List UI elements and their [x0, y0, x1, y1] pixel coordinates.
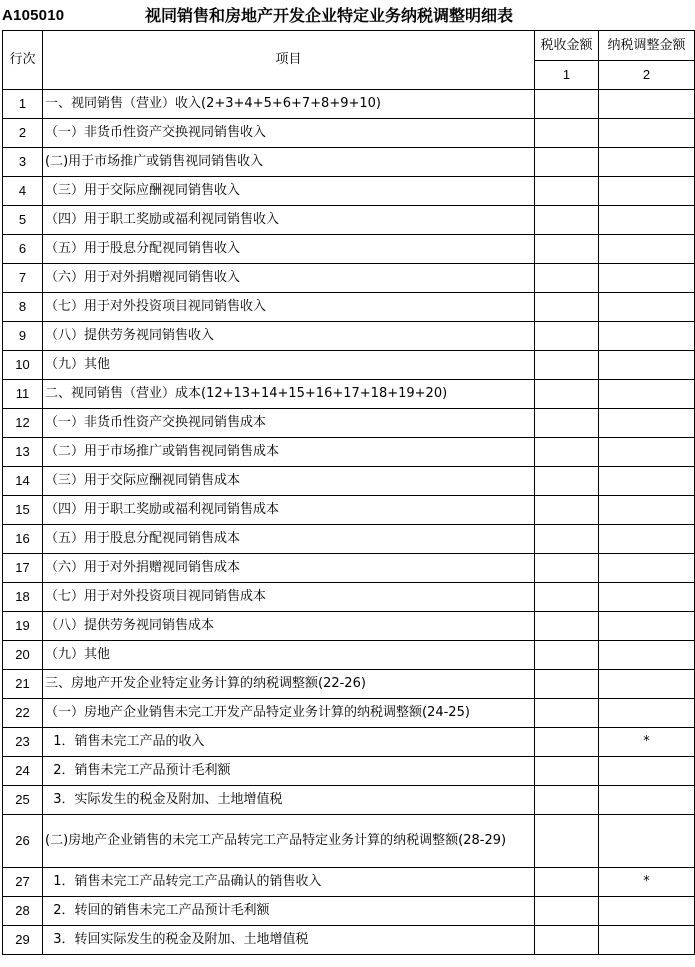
adjust-amount-cell[interactable] [599, 897, 695, 926]
row-line-number: 21 [3, 670, 43, 699]
tax-amount-cell[interactable] [535, 351, 599, 380]
table-row [3, 467, 695, 496]
tax-amount-cell[interactable] [535, 641, 599, 670]
table-row [3, 926, 695, 955]
row-item-label: (二)房地产企业销售的未完工产品转完工产品特定业务计算的纳税调整额(28-29) [43, 815, 535, 868]
row-item-label: （三）用于交际应酬视同销售收入 [43, 177, 535, 206]
tax-amount-cell[interactable] [535, 235, 599, 264]
header-item: 项目 [43, 31, 535, 90]
adjust-amount-cell[interactable] [599, 438, 695, 467]
row-item-label: 2．转回的销售未完工产品预计毛利额 [43, 897, 535, 926]
form-title: 视同销售和房地产开发企业特定业务纳税调整明细表 [145, 6, 514, 25]
adjust-amount-cell[interactable] [599, 699, 695, 728]
tax-amount-cell[interactable] [535, 467, 599, 496]
row-line-number: 12 [3, 409, 43, 438]
form-header [0, 0, 695, 30]
header-adjust-amount: 纳税调整金额 [599, 31, 695, 61]
adjust-amount-cell[interactable] [599, 926, 695, 955]
row-item-label: （四）用于职工奖励或福利视同销售成本 [43, 496, 535, 525]
row-line-number: 20 [3, 641, 43, 670]
row-item-label: 二、视同销售（营业）成本(12+13+14+15+16+17+18+19+20) [43, 380, 535, 409]
table-row [3, 351, 695, 380]
adjust-amount-cell[interactable] [599, 206, 695, 235]
header-col-1-number: 1 [535, 61, 599, 90]
table-row [3, 815, 695, 868]
table-row [3, 583, 695, 612]
adjust-amount-cell[interactable]: * [599, 728, 695, 757]
row-item-label: 1．销售未完工产品转完工产品确认的销售收入 [43, 868, 535, 897]
row-line-number: 18 [3, 583, 43, 612]
row-line-number: 7 [3, 264, 43, 293]
tax-amount-cell[interactable] [535, 322, 599, 351]
adjust-amount-cell[interactable] [599, 612, 695, 641]
row-item-label: （五）用于股息分配视同销售收入 [43, 235, 535, 264]
adjust-amount-cell[interactable]: * [599, 868, 695, 897]
row-line-number: 13 [3, 438, 43, 467]
row-item-label: （九）其他 [43, 351, 535, 380]
row-item-label: （一）房地产企业销售未完工开发产品特定业务计算的纳税调整额(24-25) [43, 699, 535, 728]
tax-amount-cell[interactable] [535, 380, 599, 409]
tax-amount-cell[interactable] [535, 815, 599, 868]
row-item-label: （一）非货币性资产交换视同销售收入 [43, 119, 535, 148]
table-row [3, 868, 695, 897]
header-col-2-number: 2 [599, 61, 695, 90]
adjust-amount-cell[interactable] [599, 554, 695, 583]
adjust-amount-cell[interactable] [599, 467, 695, 496]
row-line-number: 14 [3, 467, 43, 496]
tax-amount-cell[interactable] [535, 699, 599, 728]
row-line-number: 25 [3, 786, 43, 815]
tax-amount-cell[interactable] [535, 264, 599, 293]
table-row [3, 264, 695, 293]
row-line-number: 17 [3, 554, 43, 583]
tax-amount-cell[interactable] [535, 409, 599, 438]
row-item-label: （八）提供劳务视同销售收入 [43, 322, 535, 351]
row-line-number: 23 [3, 728, 43, 757]
adjust-amount-cell[interactable] [599, 119, 695, 148]
table-row [3, 612, 695, 641]
adjustment-table [2, 30, 695, 955]
row-line-number: 22 [3, 699, 43, 728]
tax-amount-cell[interactable] [535, 438, 599, 467]
table-row [3, 699, 695, 728]
table-row [3, 496, 695, 525]
adjust-amount-cell[interactable] [599, 177, 695, 206]
table-row [3, 728, 695, 757]
row-item-label: （七）用于对外投资项目视同销售成本 [43, 583, 535, 612]
table-row [3, 235, 695, 264]
row-line-number: 10 [3, 351, 43, 380]
tax-amount-cell[interactable] [535, 496, 599, 525]
row-line-number: 27 [3, 868, 43, 897]
table-row [3, 380, 695, 409]
table-row [3, 90, 695, 119]
table-row [3, 322, 695, 351]
row-line-number: 15 [3, 496, 43, 525]
row-line-number: 11 [3, 380, 43, 409]
tax-amount-cell[interactable] [535, 90, 599, 119]
row-line-number: 5 [3, 206, 43, 235]
table-row [3, 786, 695, 815]
table-row [3, 670, 695, 699]
tax-amount-cell[interactable] [535, 612, 599, 641]
row-line-number: 4 [3, 177, 43, 206]
row-line-number: 16 [3, 525, 43, 554]
tax-amount-cell[interactable] [535, 926, 599, 955]
row-item-label: （五）用于股息分配视同销售成本 [43, 525, 535, 554]
tax-amount-cell[interactable] [535, 206, 599, 235]
adjust-amount-cell[interactable] [599, 525, 695, 554]
table-row [3, 119, 695, 148]
row-line-number: 19 [3, 612, 43, 641]
tax-amount-cell[interactable] [535, 177, 599, 206]
row-line-number: 29 [3, 926, 43, 955]
tax-amount-cell[interactable] [535, 554, 599, 583]
adjust-amount-cell[interactable] [599, 264, 695, 293]
row-item-label: （二）用于市场推广或销售视同销售成本 [43, 438, 535, 467]
row-item-label: （一）非货币性资产交换视同销售成本 [43, 409, 535, 438]
table-row [3, 148, 695, 177]
tax-amount-cell[interactable] [535, 868, 599, 897]
adjust-amount-cell[interactable] [599, 148, 695, 177]
tax-amount-cell[interactable] [535, 293, 599, 322]
form-code: A105010 [2, 7, 65, 24]
adjust-amount-cell[interactable] [599, 380, 695, 409]
row-line-number: 26 [3, 815, 43, 868]
row-item-label: （六）用于对外捐赠视同销售收入 [43, 264, 535, 293]
row-item-label: 3．实际发生的税金及附加、土地增值税 [43, 786, 535, 815]
row-item-label: 3．转回实际发生的税金及附加、土地增值税 [43, 926, 535, 955]
row-line-number: 8 [3, 293, 43, 322]
table-row [3, 525, 695, 554]
adjust-amount-cell[interactable] [599, 583, 695, 612]
row-item-label: 一、视同销售（营业）收入(2+3+4+5+6+7+8+9+10) [43, 90, 535, 119]
row-line-number: 6 [3, 235, 43, 264]
adjust-amount-cell[interactable] [599, 90, 695, 119]
adjust-amount-cell[interactable] [599, 815, 695, 868]
row-item-label: 1．销售未完工产品的收入 [43, 728, 535, 757]
row-item-label: (二)用于市场推广或销售视同销售收入 [43, 148, 535, 177]
header-line: 行次 [3, 31, 43, 90]
adjust-amount-cell[interactable] [599, 293, 695, 322]
table-row [3, 177, 695, 206]
tax-amount-cell[interactable] [535, 583, 599, 612]
row-item-label: 三、房地产开发企业特定业务计算的纳税调整额(22-26) [43, 670, 535, 699]
adjust-amount-cell[interactable] [599, 670, 695, 699]
row-line-number: 24 [3, 757, 43, 786]
tax-amount-cell[interactable] [535, 786, 599, 815]
row-line-number: 2 [3, 119, 43, 148]
table-row [3, 206, 695, 235]
row-line-number: 28 [3, 897, 43, 926]
tax-amount-cell[interactable] [535, 148, 599, 177]
table-row [3, 757, 695, 786]
tax-amount-cell[interactable] [535, 670, 599, 699]
adjust-amount-cell[interactable] [599, 351, 695, 380]
row-item-label: （三）用于交际应酬视同销售成本 [43, 467, 535, 496]
adjust-amount-cell[interactable] [599, 496, 695, 525]
adjust-amount-cell[interactable] [599, 641, 695, 670]
table-row [3, 293, 695, 322]
table-row [3, 438, 695, 467]
row-item-label: （四）用于职工奖励或福利视同销售收入 [43, 206, 535, 235]
adjust-amount-cell[interactable] [599, 322, 695, 351]
row-line-number: 9 [3, 322, 43, 351]
table-row [3, 554, 695, 583]
header-tax-amount: 税收金额 [535, 31, 599, 61]
row-item-label: （六）用于对外捐赠视同销售成本 [43, 554, 535, 583]
row-item-label: （九）其他 [43, 641, 535, 670]
adjust-amount-cell[interactable] [599, 409, 695, 438]
tax-amount-cell[interactable] [535, 757, 599, 786]
table-row [3, 897, 695, 926]
row-line-number: 1 [3, 90, 43, 119]
tax-amount-cell[interactable] [535, 525, 599, 554]
row-item-label: （八）提供劳务视同销售成本 [43, 612, 535, 641]
table-row [3, 409, 695, 438]
row-item-label: 2．销售未完工产品预计毛利额 [43, 757, 535, 786]
tax-amount-cell[interactable] [535, 119, 599, 148]
row-item-label: （七）用于对外投资项目视同销售收入 [43, 293, 535, 322]
adjust-amount-cell[interactable] [599, 757, 695, 786]
table-row [3, 641, 695, 670]
adjust-amount-cell[interactable] [599, 786, 695, 815]
tax-amount-cell[interactable] [535, 897, 599, 926]
tax-amount-cell[interactable] [535, 728, 599, 757]
adjust-amount-cell[interactable] [599, 235, 695, 264]
row-line-number: 3 [3, 148, 43, 177]
